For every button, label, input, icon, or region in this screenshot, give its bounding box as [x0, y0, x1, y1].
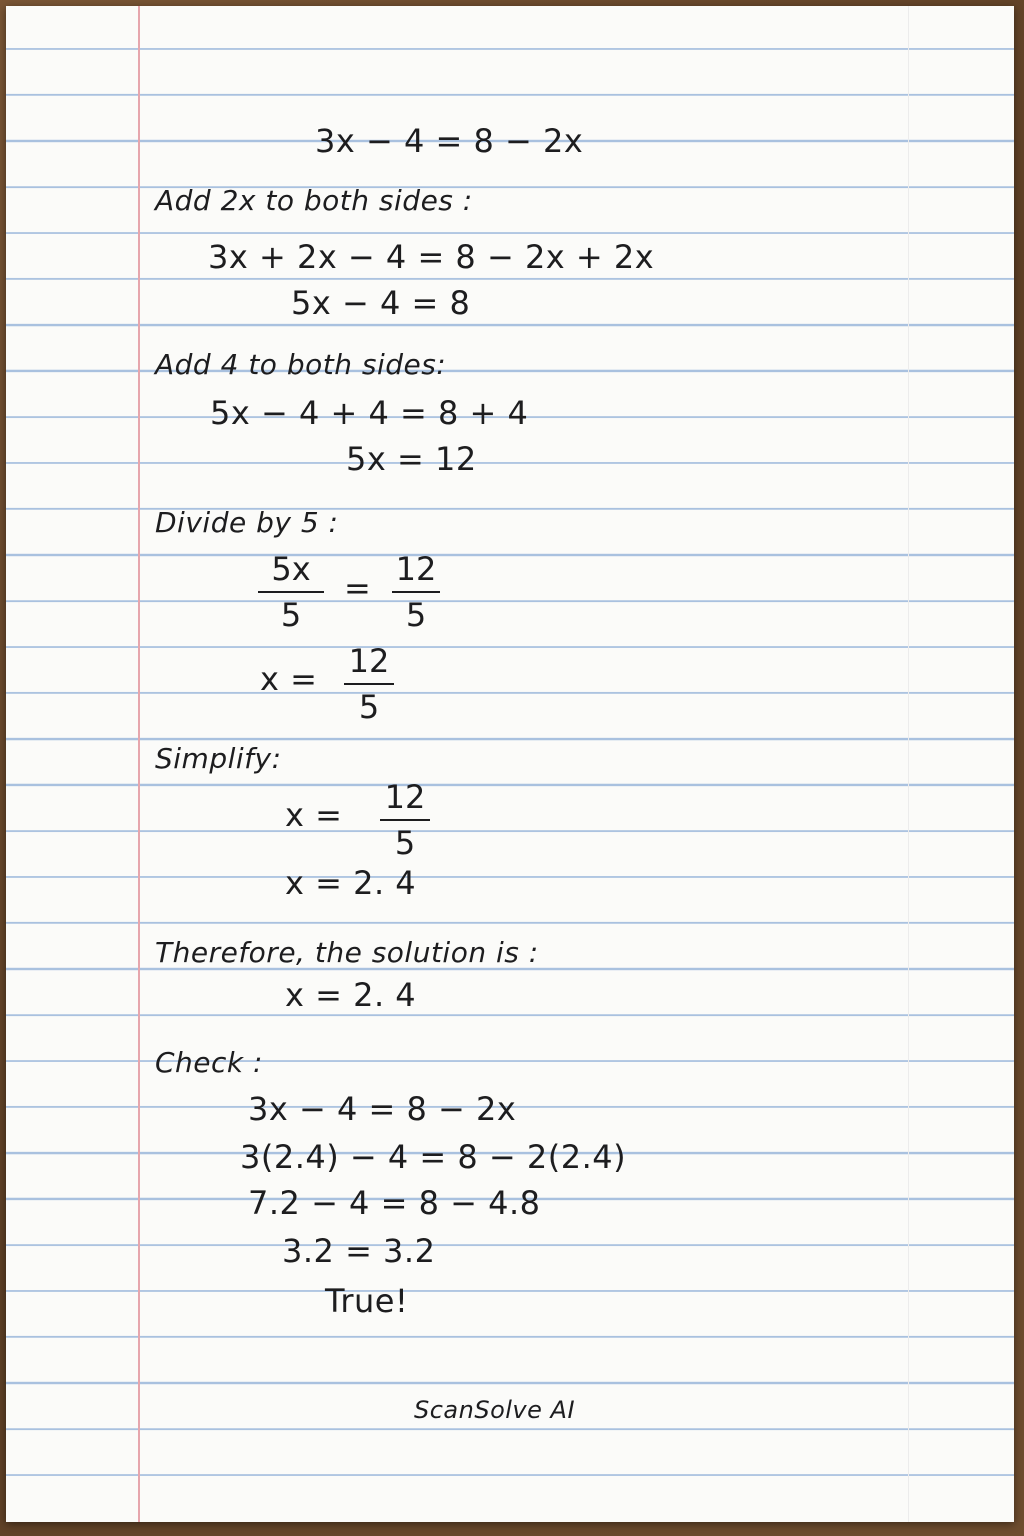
check-line: 3.2 = 3.2	[282, 1232, 436, 1270]
fraction-bar	[258, 591, 324, 593]
fraction-denominator: 5	[358, 688, 380, 726]
solution-result: x = 2. 4	[285, 976, 417, 1014]
problem-equation: 3x − 4 = 8 − 2x	[315, 122, 584, 160]
check-line: 3(2.4) − 4 = 8 − 2(2.4)	[240, 1138, 627, 1176]
check-heading: Check :	[155, 1046, 263, 1079]
fraction-bar	[392, 591, 440, 593]
fraction-numerator: 12	[348, 642, 390, 680]
check-line: 3x − 4 = 8 − 2x	[248, 1090, 517, 1128]
fraction-numerator: 12	[395, 550, 437, 588]
red-margin-line	[138, 6, 140, 1522]
check-true: True!	[325, 1282, 409, 1320]
step1-line2: 5x − 4 = 8	[291, 284, 471, 322]
step1-line1: 3x + 2x − 4 = 8 − 2x + 2x	[208, 238, 655, 276]
fraction-12-over-5-result	[344, 642, 394, 726]
step2-line2: 5x = 12	[346, 440, 477, 478]
step2-line1: 5x − 4 + 4 = 8 + 4	[210, 394, 529, 432]
fraction-numerator: 5x	[271, 550, 311, 588]
simplify-result: x = 2. 4	[285, 864, 417, 902]
conclusion-heading: Therefore, the solution is :	[155, 936, 539, 969]
step1-heading: Add 2x to both sides :	[155, 184, 473, 217]
fraction-12-over-5	[392, 550, 440, 634]
fraction-bar	[380, 819, 430, 821]
step4-heading: Simplify:	[155, 742, 282, 775]
footer-brand: ScanSolve AI	[414, 1396, 576, 1424]
fraction-denominator: 5	[405, 596, 427, 634]
check-line: 7.2 − 4 = 8 − 4.8	[248, 1184, 541, 1222]
fraction-denominator: 5	[280, 596, 302, 634]
simplify-fraction	[380, 778, 430, 862]
right-margin-line	[908, 6, 909, 1522]
fraction-bar	[344, 683, 394, 685]
simplify-x-label: x =	[285, 796, 343, 834]
fraction-numerator: 12	[384, 778, 426, 816]
fraction-denominator: 5	[394, 824, 416, 862]
fraction-5x-over-5	[258, 550, 324, 634]
equals-sign: =	[344, 569, 372, 607]
x-equals-label: x =	[260, 660, 318, 698]
step2-heading: Add 4 to both sides:	[155, 348, 447, 381]
step3-heading: Divide by 5 :	[155, 506, 339, 539]
